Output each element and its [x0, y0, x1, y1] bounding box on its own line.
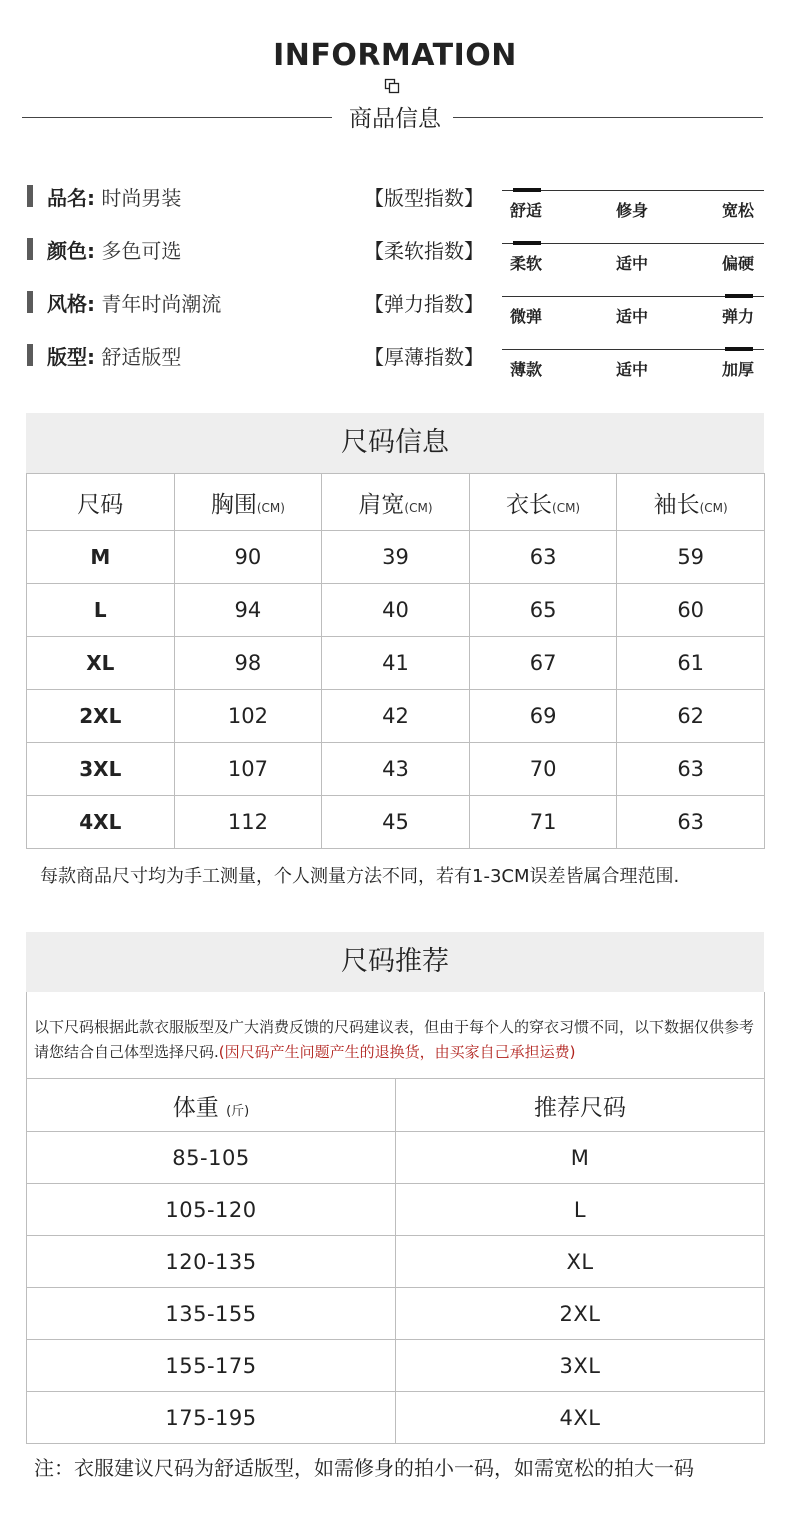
attr-accent-bar [27, 291, 33, 313]
information-title: INFORMATION [273, 38, 517, 73]
rec-description [34, 1015, 764, 1065]
column-label: 衣长 [506, 491, 553, 518]
attr-key: 颜色: [47, 239, 95, 263]
table-cell: L [396, 1184, 765, 1236]
table-cell: 71 [469, 796, 617, 849]
index-label-thickness: 【厚薄指数】 [364, 345, 484, 369]
table-row [27, 690, 765, 743]
table-cell: L [27, 584, 175, 637]
column-label: 袖长 [653, 491, 700, 518]
scale-marker [725, 294, 753, 298]
scale-label: 弹力 [722, 307, 755, 326]
table-cell: 61 [617, 637, 765, 690]
table-cell: 175-195 [27, 1392, 396, 1444]
scale-line [502, 190, 764, 191]
scale-label: 修身 [616, 201, 649, 220]
table-row [27, 1236, 765, 1288]
attr-item-name [47, 182, 181, 211]
table-cell: 85-105 [27, 1132, 396, 1184]
scale-marker [513, 241, 541, 245]
table-cell: 4XL [396, 1392, 765, 1444]
table-cell: 62 [617, 690, 765, 743]
table-cell: 105-120 [27, 1184, 396, 1236]
table-row [27, 531, 765, 584]
table-cell: 2XL [396, 1288, 765, 1340]
table-cell: M [27, 531, 175, 584]
scale-label: 薄款 [510, 360, 543, 379]
table-cell: 102 [174, 690, 322, 743]
table-header-row [27, 1079, 765, 1132]
column-header [27, 1079, 396, 1132]
table-cell: 40 [322, 584, 470, 637]
scale-label: 适中 [616, 307, 649, 326]
table-row [27, 743, 765, 796]
measurement-note: 每款商品尺寸均为手工测量，个人测量方法不同，若有1-3CM误差皆属合理范围. [40, 866, 680, 887]
table-row [27, 1340, 765, 1392]
column-label: 体重 [172, 1094, 219, 1121]
index-label-softness: 【柔软指数】 [364, 239, 484, 263]
table-cell: 94 [174, 584, 322, 637]
size-rec-table [26, 1078, 765, 1444]
column-header [396, 1079, 765, 1132]
copy-icon [384, 78, 400, 94]
rec-desc-text: 以下尺码根据此款衣服版型及广大消费反馈的尺码建议表，但由于每个人的穿衣习惯不同，以下数据仅供参考请您结合自己体型选择尺码. [34, 1018, 755, 1061]
column-label: 胸围 [210, 491, 257, 518]
column-label: 推荐尺码 [534, 1094, 626, 1121]
table-cell: 39 [322, 531, 470, 584]
attr-value: 时尚男装 [101, 186, 182, 210]
table-cell: 112 [174, 796, 322, 849]
attr-item-fit [47, 341, 181, 370]
scale-label: 舒适 [510, 201, 543, 220]
table-row [27, 584, 765, 637]
table-cell: 70 [469, 743, 617, 796]
table-cell: 60 [617, 584, 765, 637]
table-header-row [27, 474, 765, 531]
table-cell: 43 [322, 743, 470, 796]
column-header [174, 474, 322, 531]
scale-label: 微弹 [510, 307, 543, 326]
column-label: 肩宽 [358, 491, 405, 518]
size-table [26, 473, 765, 849]
table-cell: 63 [617, 743, 765, 796]
table-row [27, 796, 765, 849]
size-rec-heading: 尺码推荐 [26, 932, 764, 992]
table-cell: 3XL [27, 743, 175, 796]
table-row [27, 1132, 765, 1184]
attr-accent-bar [27, 344, 33, 366]
attr-key: 品名: [47, 186, 95, 210]
table-cell: 63 [617, 796, 765, 849]
scale-marker [513, 188, 541, 192]
section-subtitle: 商品信息 [349, 106, 441, 132]
attr-value: 舒适版型 [101, 345, 182, 369]
column-unit: (CM) [699, 500, 728, 515]
scale-line [502, 243, 764, 244]
index-label-fit: 【版型指数】 [364, 186, 484, 210]
table-row [27, 637, 765, 690]
table-cell: 98 [174, 637, 322, 690]
column-unit: (斤) [226, 1103, 250, 1119]
table-cell: M [396, 1132, 765, 1184]
index-label-elasticity: 【弹力指数】 [364, 292, 484, 316]
scale-label: 适中 [616, 360, 649, 379]
table-cell: 42 [322, 690, 470, 743]
column-unit: (CM) [256, 500, 285, 515]
attr-item-style [47, 288, 221, 317]
table-cell: 120-135 [27, 1236, 396, 1288]
table-cell: 65 [469, 584, 617, 637]
table-cell: 107 [174, 743, 322, 796]
table-cell: 2XL [27, 690, 175, 743]
size-info-heading: 尺码信息 [26, 413, 764, 473]
table-row [27, 1184, 765, 1236]
scale-label: 适中 [616, 254, 649, 273]
scale-marker [725, 347, 753, 351]
scale-label: 加厚 [722, 360, 755, 379]
table-cell: 63 [469, 531, 617, 584]
table-cell: 69 [469, 690, 617, 743]
column-label: 尺码 [77, 491, 124, 518]
table-cell: 67 [469, 637, 617, 690]
attr-key: 风格: [47, 292, 95, 316]
attr-value: 青年时尚潮流 [101, 292, 222, 316]
table-cell: XL [396, 1236, 765, 1288]
rec-desc-warning: (因尺码产生问题产生的退换货，由买家自己承担运费) [218, 1043, 576, 1061]
table-cell: XL [27, 637, 175, 690]
column-unit: (CM) [404, 500, 433, 515]
table-cell: 135-155 [27, 1288, 396, 1340]
table-cell: 59 [617, 531, 765, 584]
column-header [617, 474, 765, 531]
table-cell: 41 [322, 637, 470, 690]
table-row [27, 1288, 765, 1340]
table-cell: 4XL [27, 796, 175, 849]
table-cell: 45 [322, 796, 470, 849]
attr-item-color [47, 235, 181, 264]
attr-key: 版型: [47, 345, 95, 369]
attr-value: 多色可选 [101, 239, 182, 263]
attr-accent-bar [27, 238, 33, 260]
fit-advice-note: 注：衣服建议尺码为舒适版型，如需修身的拍小一码，如需宽松的拍大一码 [34, 1456, 694, 1480]
column-unit: (CM) [552, 500, 581, 515]
table-cell: 155-175 [27, 1340, 396, 1392]
column-header [322, 474, 470, 531]
attr-accent-bar [27, 185, 33, 207]
scale-label: 柔软 [510, 254, 543, 273]
scale-label: 宽松 [722, 201, 755, 220]
scale-label: 偏硬 [722, 254, 755, 273]
column-header [469, 474, 617, 531]
table-cell: 3XL [396, 1340, 765, 1392]
table-cell: 90 [174, 531, 322, 584]
column-header [27, 474, 175, 531]
table-row [27, 1392, 765, 1444]
